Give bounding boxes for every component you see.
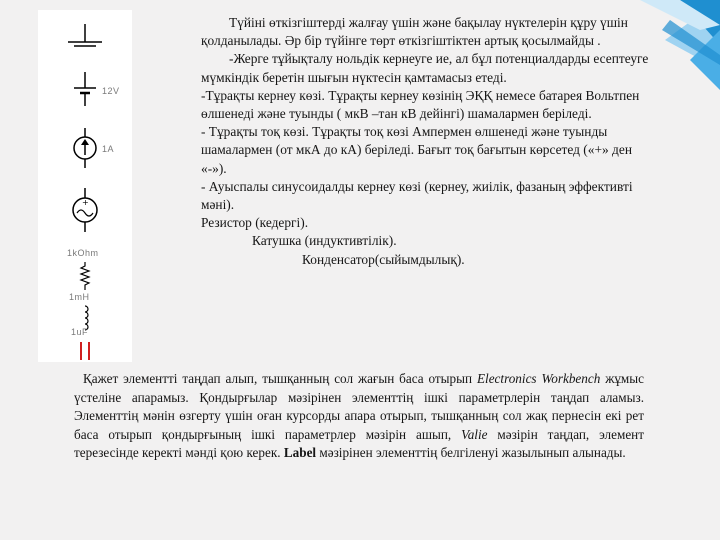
dc-voltage-source-icon[interactable] <box>74 72 96 106</box>
inductor-label: 1mH <box>69 292 90 302</box>
capacitor-description: Конденсатор(сыйымдылық). <box>302 251 465 267</box>
instructions-part2: жұмыс үстеліне апарамыз. Қондырғылар мәзірінен элементтің ішкі параметрлерін таңдап аламыз. Элементтің мәнін өзгерту үшін оған курсорды апара отырып, тышқанның сол жақ пернесін екі рет баса отырып қондырғының ішкі параметрлер мәзірін ашып, <box>74 371 644 442</box>
ground-description: -Жерге тұйықталу нольдік кернеуге ие, ал бұл потенциалдарды есептеуге мүмкіндік беретін шығын нүктесін қамтамасыз етеді. <box>201 51 649 85</box>
resistor-description: Резистор (кедергі). <box>201 215 309 231</box>
capacitor-icon[interactable] <box>81 342 89 360</box>
ac-voltage-description: - Ауыспалы синусоидалды кернеу көзі (кернеу, жиілік, фазаның эффективті мәні). <box>201 178 633 213</box>
instructions-paragraph <box>74 370 644 463</box>
instructions-part3: мәзірін таңдап, элемент терезесінде керекті мәнді қою керек. <box>74 426 644 461</box>
ground-icon[interactable] <box>68 24 102 46</box>
ac-voltage-source-icon[interactable] <box>73 188 97 232</box>
label-menu-name: Label <box>283 445 317 461</box>
valie-menu-name: Valie <box>461 426 488 442</box>
component-symbol-panel <box>38 10 132 362</box>
resistor-label: 1kOhm <box>67 248 99 258</box>
resistor-icon[interactable] <box>81 262 89 290</box>
voltage-source-label: 12V <box>102 86 120 96</box>
symbol-descriptions <box>201 14 656 269</box>
instructions-part4: мәзірінен элементтің белгіленуі жазылынып алынады. <box>316 445 626 461</box>
capacitor-label: 1uF <box>71 327 89 337</box>
node-description: Түйіні өткізгіштерді жалғау үшін және бақылау нүктелерін құру үшін қолданылады. Әр бір түйінге төрт өткізгіштіктен артық қосылмайды . <box>201 15 628 49</box>
dc-current-source-icon[interactable] <box>74 128 96 168</box>
dc-current-description: - Тұрақты тоқ көзі. Тұрақты тоқ көзі Ампермен өлшенеді және туынды шамалармен (от мкА до кА) беріледі. Бағыт тоқ бағытын көрсетед («+» ден «-»). <box>201 124 632 176</box>
dc-voltage-description: -Тұрақты кернеу көзі. Тұрақты кернеу көзінің ЭҚҚ немесе батарея Вольтпен өлшенеді және туынды ( мкВ –тан кВ дейінгі) шамалармен беріледі. <box>201 87 640 122</box>
svg-text:+: + <box>82 198 89 207</box>
instructions-part1: Қажет элементті таңдап алып, тышқанның сол жағын баса отырып <box>83 371 477 386</box>
app-name: Electronics Workbench <box>476 371 601 386</box>
current-source-label: 1A <box>102 144 115 154</box>
inductor-description: Катушка (индуктивтілік). <box>252 233 397 249</box>
